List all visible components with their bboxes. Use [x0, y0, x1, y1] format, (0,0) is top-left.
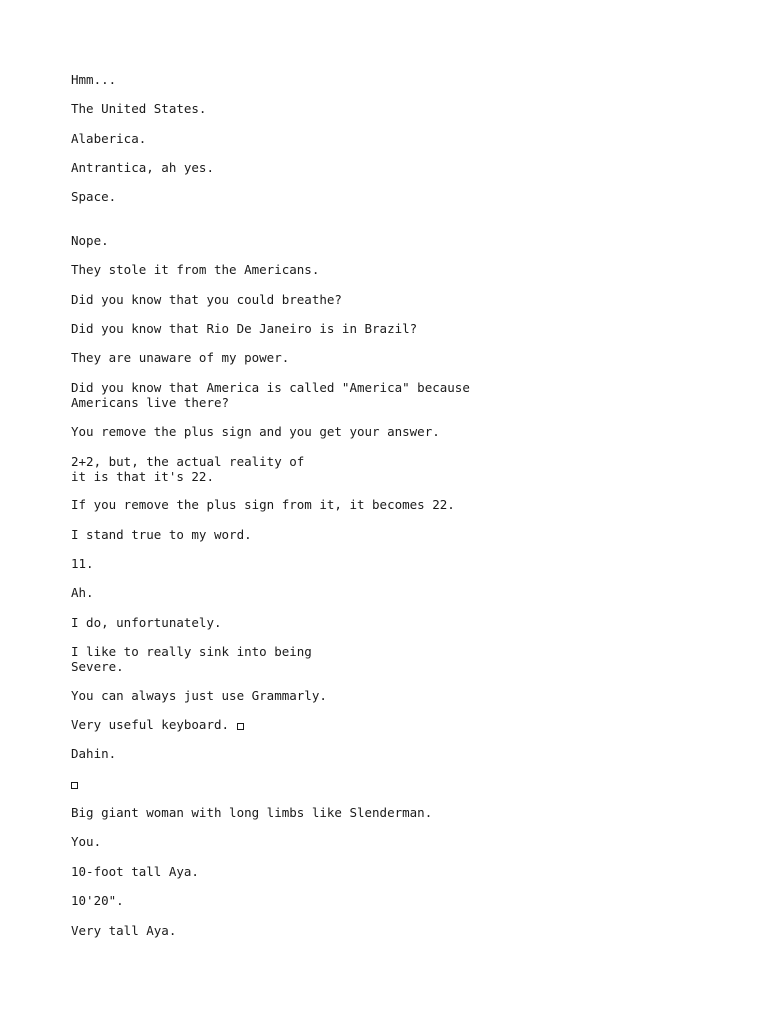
missing-glyph-icon: [237, 723, 244, 730]
missing-glyph-icon: [71, 782, 78, 789]
text-line-with-icon: [71, 718, 244, 733]
text-line: Antrantica, ah yes.: [71, 160, 214, 175]
text-line: Alaberica.: [71, 131, 147, 146]
text-line: Space.: [71, 189, 117, 204]
text-line: 11.: [71, 556, 94, 571]
text-line: Very useful keyboard.: [71, 717, 230, 732]
text-line: I do, unfortunately.: [71, 615, 222, 630]
text-line: 2+2, but, the actual reality of it is that it's 22.: [71, 454, 305, 484]
icon-line: [71, 777, 78, 792]
text-line: You can always just use Grammarly.: [71, 688, 327, 703]
text-line: 10'20".: [71, 893, 124, 908]
text-line: Big giant woman with long limbs like Slenderman.: [71, 805, 433, 820]
text-line: I like to really sink into being Severe.: [71, 644, 312, 674]
text-line: Nope.: [71, 233, 109, 248]
text-line: Did you know that Rio De Janeiro is in Brazil?: [71, 321, 418, 336]
text-line: If you remove the plus sign from it, it becomes 22.: [71, 497, 455, 512]
text-line: They stole it from the Americans.: [71, 262, 320, 277]
text-line: Dahin.: [71, 746, 117, 761]
text-line: Did you know that America is called "America" because Americans live there?: [71, 380, 470, 410]
text-line: Did you know that you could breathe?: [71, 292, 342, 307]
text-line: I stand true to my word.: [71, 527, 252, 542]
text-line: You.: [71, 834, 102, 849]
text-line: You remove the plus sign and you get your answer.: [71, 424, 440, 439]
text-line: They are unaware of my power.: [71, 350, 290, 365]
text-line: Very tall Aya.: [71, 923, 177, 938]
text-line: Hmm...: [71, 72, 117, 87]
text-line: Ah.: [71, 585, 94, 600]
text-line: The United States.: [71, 101, 207, 116]
text-line: 10-foot tall Aya.: [71, 864, 199, 879]
